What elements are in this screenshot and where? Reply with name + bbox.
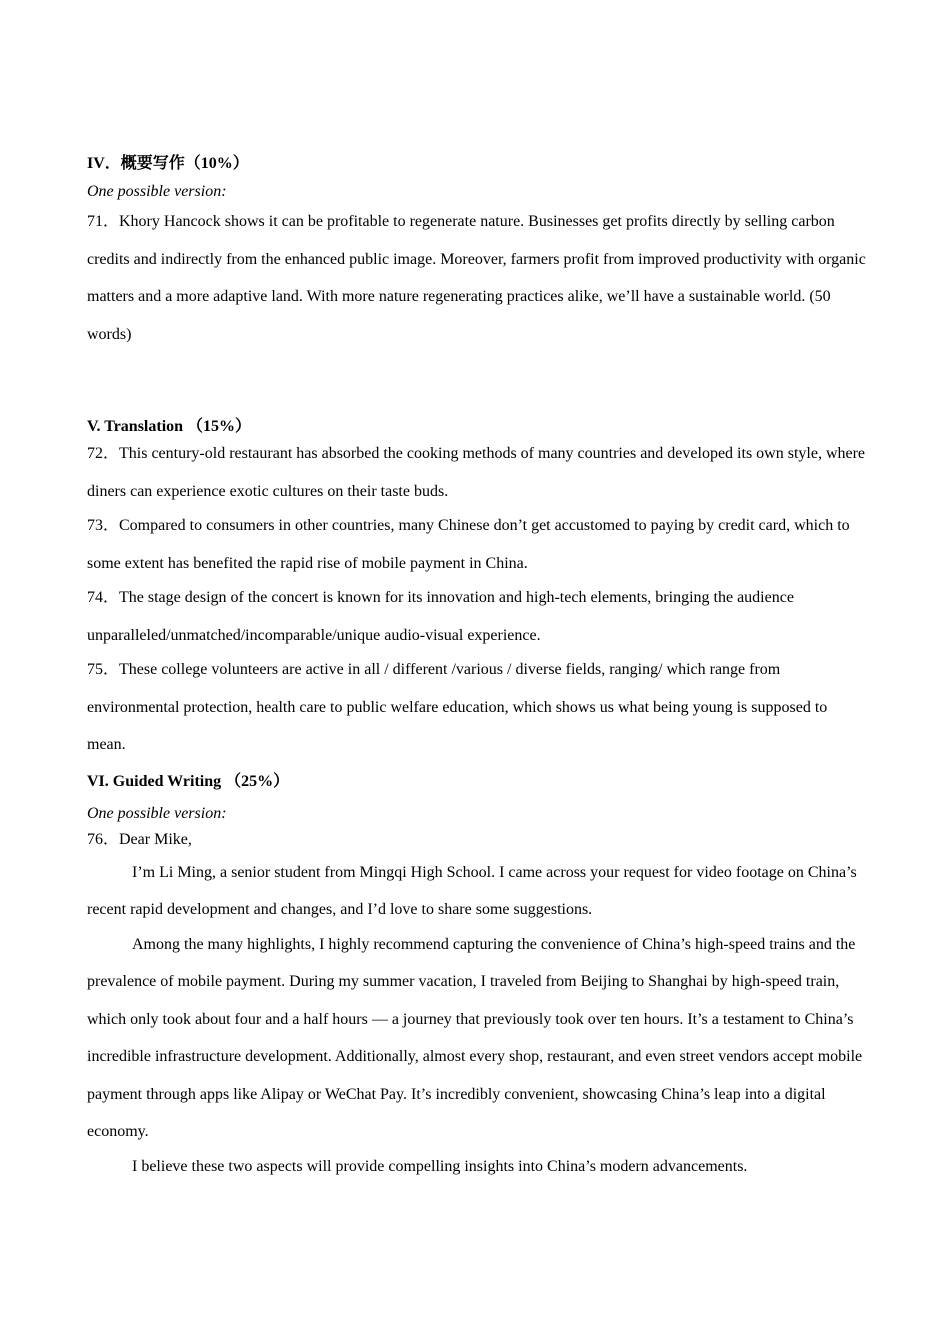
section-iv-heading: IV．概要写作（10%） [87,155,249,172]
section-v-heading: V. Translation （15%） [87,418,252,435]
section-vi-heading: VI. Guided Writing （25%） [87,772,290,790]
section-iv-possible-version: One possible version: [87,183,227,200]
letter-salutation: 76．Dear Mike, [87,830,192,848]
translation-72: 72．This century-old restaurant has absorbed the cooking methods of many countries and developed its own style, where diners can experience exotic cultures on their taste buds. [87,445,866,500]
translation-75: 75．These college volunteers are active in all / different /various / diverse fields, ranging/ which range from environmental protection, health care to public welfare education, which shows us what being young is supposed to mean. [87,661,828,753]
letter-paragraph-2: Among the many highlights, I highly recommend capturing the convenience of China’s high-speed trains and the prevalence of mobile payment. During my summer vacation, I traveled from Beijing to Shanghai by high-speed train, which only took about four and a half hours — a journey that previously took over ten hours. It’s a testament to China’s incredible infrastructure development. Additionally, almost every shop, restaurant, and even street vendors accept mobile payment through apps like Alipay or WeChat Pay. It’s incredibly convenient, showcasing China’s leap into a digital economy. [87,935,863,1140]
answer-71: 71．Khory Hancock shows it can be profitable to regenerate nature. Businesses get profits directly by selling carbon credits and indirectly from the enhanced public image. Moreover, farmers profit from improved productivity with organic matters and a more adaptive land. With more nature regenerating practices alike, we’ll have a sustainable world. (50 words) [87,213,866,343]
letter-paragraph-1: I’m Li Ming, a senior student from Mingqi High School. I came across your request for video footage on China’s recent rapid development and changes, and I’d love to share some suggestions. [87,863,857,918]
translation-74: 74．The stage design of the concert is known for its innovation and high-tech elements, bringing the audience unparalleled/unmatched/incomparable/unique audio-visual experience. [87,589,794,644]
section-vi-possible-version: One possible version: [87,804,227,822]
document-page [87,150,867,1185]
letter-paragraph-3: I believe these two aspects will provide compelling insights into China’s modern advancements. [132,1157,748,1175]
section-spacer [87,353,867,413]
translation-73: 73．Compared to consumers in other countries, many Chinese don’t get accustomed to paying by credit card, which to some extent has benefited the rapid rise of mobile payment in China. [87,517,850,572]
